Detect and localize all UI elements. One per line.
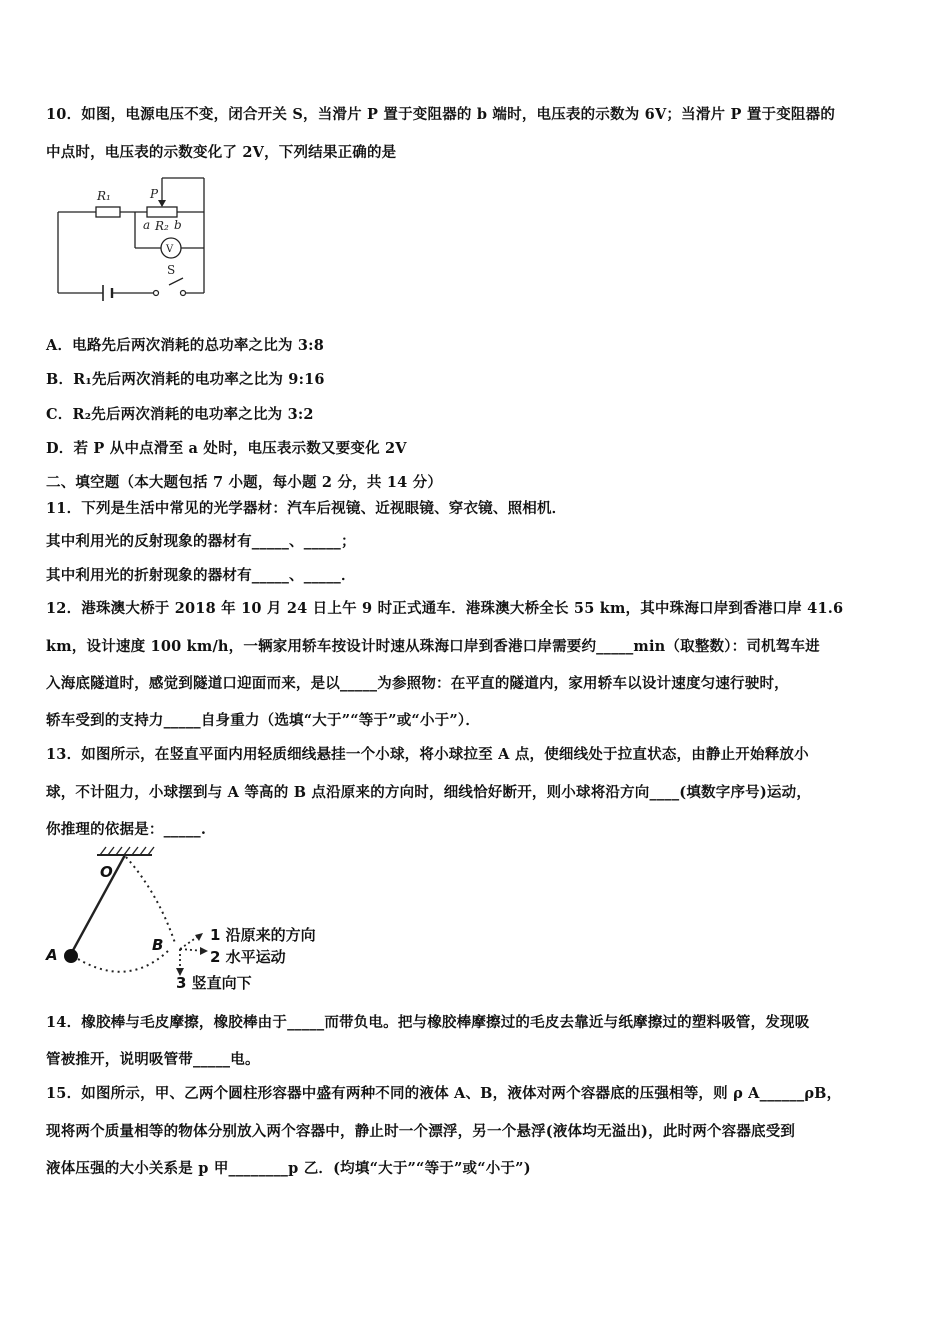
q10-option-b: B．R₁先后两次消耗的电功率之比为 9:16 [46,371,325,388]
q12-line1: 12．港珠澳大桥于 2018 年 10 月 24 日上午 9 时正式通车．港珠澳大桥全长 55 km，其中珠海口岸到香港口岸 41.6 [46,600,844,617]
label-r1: R₁ [97,189,111,203]
q11-line3: 其中利用光的折射现象的器材有_____、_____． [46,567,356,584]
q11-line2: 其中利用光的反射现象的器材有_____、_____； [46,533,356,550]
q10-option-a: A．电路先后两次消耗的总功率之比为 3:8 [46,337,325,354]
q15-line2: 现将两个质量相等的物体分别放入两个容器中，静止时一个漂浮，另一个悬浮(液体均无溢出)，此时两个容器底受到 [46,1123,796,1140]
label-r2: R₂ [155,219,169,233]
q10-stem-line2: 中点时，电压表的示数变化了 2V，下列结果正确的是 [46,144,397,161]
q15-line3: 液体压强的大小关系是 p 甲________p 乙．(均填“大于”“等于”或“小于”) [46,1160,531,1177]
direction-1-label: 1 沿原来的方向 [210,926,316,944]
label-a: A [46,946,58,964]
string [71,855,125,954]
label-b: B [152,936,164,954]
swing-path [78,951,168,972]
q13-line1: 13．如图所示，在竖直平面内用轻质细线悬挂一个小球，将小球拉至 A 点，使细线处于拉直状态，由静止开始释放小 [46,746,809,763]
circuit-diagram [50,172,220,302]
label-o: O [100,863,113,881]
ball [64,949,78,963]
label-p: P [150,187,159,201]
q15-line1: 15．如图所示，甲、乙两个圆柱形容器中盛有两种不同的液体 A、B，液体对两个容器底的压强相等，则 ρ A______ρB， [46,1085,842,1102]
direction-3-label: 3 竖直向下 [176,974,252,992]
q13-line3: 你推理的依据是：_____. [46,821,207,838]
rheostat-r2 [147,207,177,217]
q12-line4: 轿车受到的支持力_____自身重力（选填“大于”“等于”或“小于”）． [46,712,481,729]
q12-line3: 入海底隧道时，感觉到隧道口迎面而来，是以_____为参照物：在平直的隧道内，家用轿车以设计速度匀速行驶时， [46,675,789,692]
section-heading: 二、填空题（本大题包括 7 小题，每小题 2 分，共 14 分） [46,474,443,491]
label-b: b [174,218,182,232]
label-v: V [166,244,174,255]
q14-line2: 管被推开，说明吸管带_____电。 [46,1051,260,1068]
q11-line1: 11．下列是生活中常见的光学器材：汽车后视镜、近视眼镜、穿衣镜、照相机． [46,500,567,517]
label-s: S [167,263,176,277]
q12-line2: km，设计速度 100 km/h，一辆家用轿车按设计时速从珠海口岸到香港口岸需要约_____min（取整数）：司机驾车进 [46,638,820,655]
pendulum-diagram [40,843,340,993]
q13-line2: 球，不计阻力，小球摆到与 A 等高的 B 点沿原来的方向时，细线恰好断开，则小球将沿方向____(填数字序号)运动， [46,784,812,801]
q10-option-c: C．R₂先后两次消耗的电功率之比为 3:2 [46,406,314,423]
q10-stem-line1: 10．如图，电源电压不变，闭合开关 S，当滑片 P 置于变阻器的 b 端时，电压表的示数为 6V；当滑片 P 置于变阻器的 [46,106,836,123]
label-a: a [143,218,151,232]
resistor-r1 [96,207,120,217]
direction-2-label: 2 水平运动 [210,948,286,966]
q10-option-d: D．若 P 从中点滑至 a 处时，电压表示数又要变化 2V [46,440,407,457]
q14-line1: 14．橡胶棒与毛皮摩擦，橡胶棒由于_____而带负电。把与橡胶棒摩擦过的毛皮去靠近与纸摩擦过的塑料吸管，发现吸 [46,1014,810,1031]
